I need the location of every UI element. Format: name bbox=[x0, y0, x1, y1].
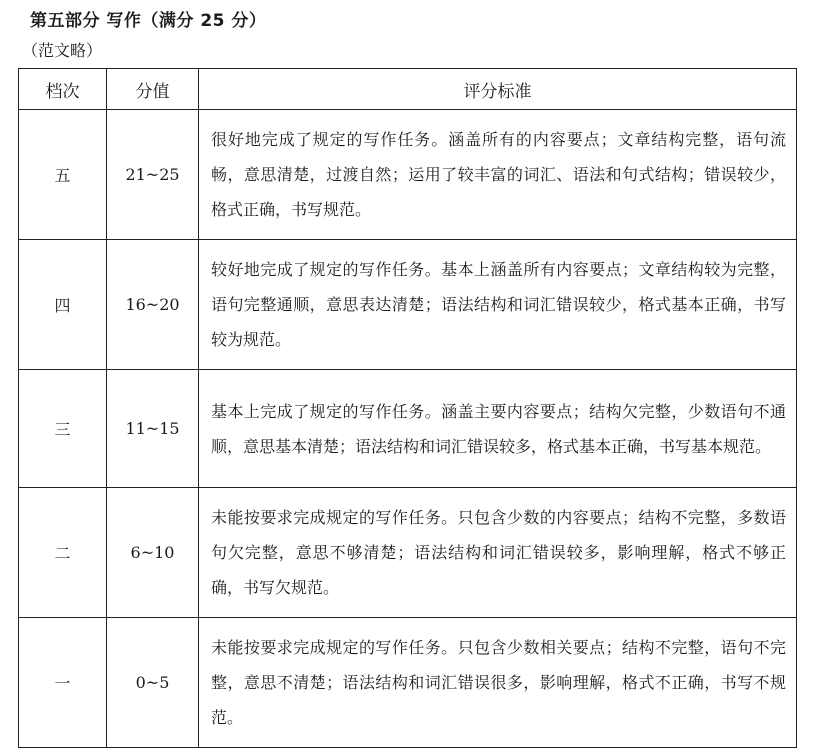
level-cell: 四 bbox=[19, 240, 107, 370]
level-cell: 二 bbox=[19, 488, 107, 618]
score-cell: 16~20 bbox=[107, 240, 199, 370]
criteria-cell: 未能按要求完成规定的写作任务。只包含少数的内容要点；结构不完整，多数语句欠完整，意思不够清楚；语法结构和词汇错误较多，影响理解，格式不够正确，书写欠规范。 bbox=[199, 488, 797, 618]
table-row bbox=[19, 618, 797, 748]
score-cell: 0~5 bbox=[107, 618, 199, 748]
scoring-rubric-table bbox=[18, 68, 797, 748]
level-cell: 三 bbox=[19, 370, 107, 488]
level-cell: 一 bbox=[19, 618, 107, 748]
criteria-cell: 未能按要求完成规定的写作任务。只包含少数相关要点；结构不完整，语句不完整，意思不清楚；语法结构和词汇错误很多，影响理解，格式不正确，书写不规范。 bbox=[199, 618, 797, 748]
table-header-row bbox=[19, 69, 797, 110]
score-cell: 6~10 bbox=[107, 488, 199, 618]
criteria-cell: 基本上完成了规定的写作任务。涵盖主要内容要点；结构欠完整，少数语句不通顺，意思基本清楚；语法结构和词汇错误较多，格式基本正确，书写基本规范。 bbox=[199, 370, 797, 488]
section-title: 第五部分 写作（满分 25 分） bbox=[30, 11, 267, 31]
criteria-cell: 较好地完成了规定的写作任务。基本上涵盖所有内容要点；文章结构较为完整，语句完整通顺，意思表达清楚；语法结构和词汇错误较少，格式基本正确，书写较为规范。 bbox=[199, 240, 797, 370]
table-row bbox=[19, 370, 797, 488]
header-level: 档次 bbox=[19, 69, 107, 110]
level-cell: 五 bbox=[19, 110, 107, 240]
score-cell: 11~15 bbox=[107, 370, 199, 488]
table-row bbox=[19, 110, 797, 240]
header-criteria: 评分标准 bbox=[199, 69, 797, 110]
table-row bbox=[19, 240, 797, 370]
criteria-cell: 很好地完成了规定的写作任务。涵盖所有的内容要点；文章结构完整，语句流畅，意思清楚，过渡自然；运用了较丰富的词汇、语法和句式结构；错误较少，格式正确，书写规范。 bbox=[199, 110, 797, 240]
score-cell: 21~25 bbox=[107, 110, 199, 240]
section-note: （范文略） bbox=[22, 41, 103, 60]
header-score: 分值 bbox=[107, 69, 199, 110]
table-row bbox=[19, 488, 797, 618]
